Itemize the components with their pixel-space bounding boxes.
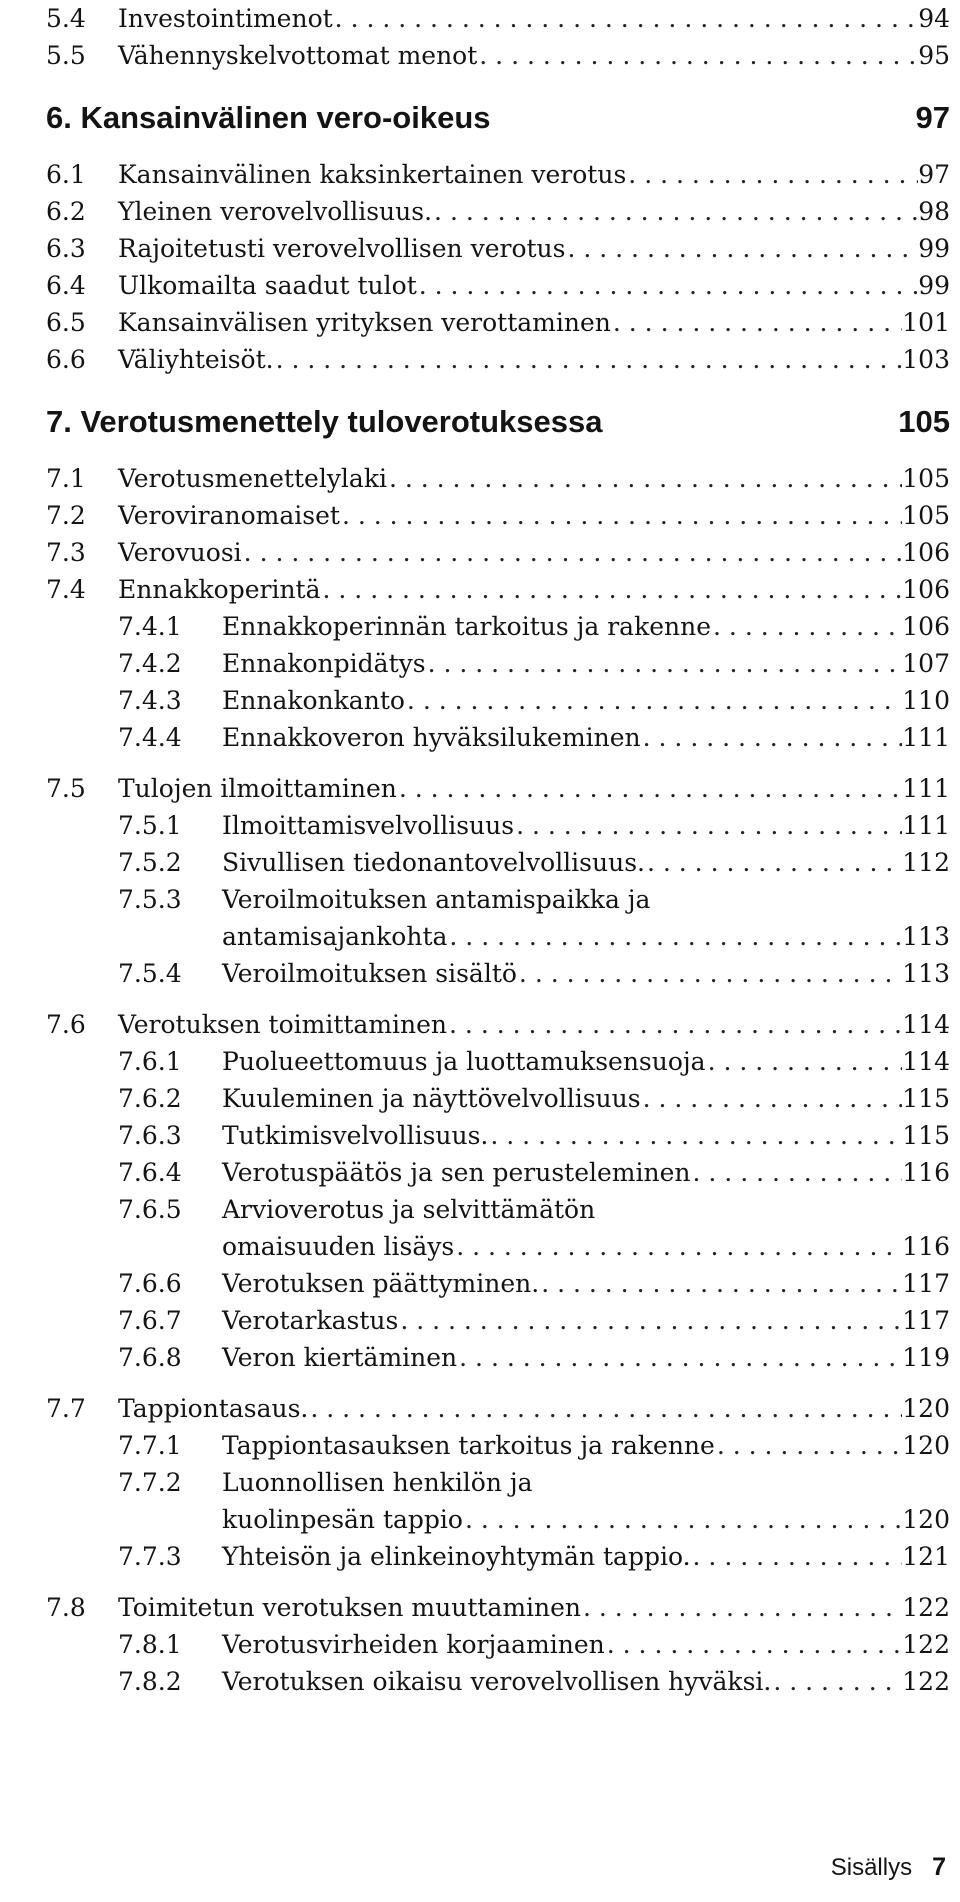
toc-entry-page: 103	[902, 345, 950, 374]
toc-entry-number: 7.4.4	[118, 723, 182, 752]
toc-entry-title: Luonnollisen henkilön ja	[222, 1468, 533, 1497]
toc-entry-page: 105	[902, 464, 950, 493]
toc-entry-number: 7.4.3	[118, 686, 182, 715]
toc-entry-number: 7.6.1	[118, 1047, 182, 1076]
toc-entry-title: Toimitetun verotuksen muuttaminen	[118, 1593, 582, 1622]
toc-entry-page: 101	[902, 308, 950, 337]
toc-entry-title: Yleinen verovelvollisuus.	[118, 197, 433, 226]
toc-entry-title: Arvioverotus ja selvittämätön	[222, 1195, 596, 1224]
chapter-heading	[46, 402, 950, 442]
leader-dots	[477, 37, 918, 74]
leader-dots	[387, 460, 902, 497]
toc-entry	[46, 608, 950, 645]
page-footer	[831, 1853, 946, 1882]
toc-entry-title: Sivullisen tiedonantovelvollisuus.	[222, 848, 645, 877]
toc-entry	[46, 230, 950, 267]
toc-entry-number: 7.1	[46, 464, 86, 493]
leader-dots	[605, 1626, 903, 1663]
toc-entry-page: 114	[902, 1047, 950, 1076]
toc-entry	[46, 0, 950, 37]
toc-entry-number: 7.5.1	[118, 811, 182, 840]
toc-entry-page: 117	[902, 1306, 950, 1335]
leader-dots	[457, 1339, 902, 1376]
toc-entry-number: 6.6	[46, 345, 86, 374]
toc-entry-number: 6.5	[46, 308, 86, 337]
leader-dots	[454, 1228, 902, 1265]
toc-entry-page: 95	[918, 41, 950, 70]
toc-entry-title: Ulkomailta saadut tulot	[118, 271, 417, 300]
toc-entry-number: 7.7.2	[118, 1468, 182, 1497]
toc-entry	[46, 571, 950, 608]
toc-entry-number: 5.4	[46, 4, 86, 33]
toc-entry-number: 6.2	[46, 197, 86, 226]
leader-dots	[242, 534, 903, 571]
toc-entry	[46, 844, 950, 881]
toc-entry-title: Verotuksen oikaisu verovelvollisen hyväksi.	[222, 1667, 772, 1696]
toc-entry-title: Verotusmenettelylaki	[118, 464, 387, 493]
toc-entry-title: Veroilmoituksen antamispaikka ja	[222, 885, 651, 914]
toc-entry-title: Puolueettomuus ja luottamuksensuoja	[222, 1047, 706, 1076]
leader-dots	[405, 682, 902, 719]
toc-entry-number: 7.8.1	[118, 1630, 182, 1659]
toc-entry-title: Rajoitetusti verovelvollisen verotus	[118, 234, 566, 263]
toc-entry-page: 122	[902, 1630, 950, 1659]
section-gap	[46, 756, 950, 770]
leader-dots	[488, 1117, 902, 1154]
toc-entry-page: 117	[902, 1269, 950, 1298]
chapter-heading	[46, 98, 950, 138]
leader-dots	[398, 1302, 902, 1339]
toc-entry	[46, 1265, 950, 1302]
toc-entry	[46, 807, 950, 844]
toc-entry-page: 105	[902, 501, 950, 530]
toc-entry-number: 6.3	[46, 234, 86, 263]
toc-entry-title: Veroilmoituksen sisältö	[222, 959, 517, 988]
toc-entry	[46, 460, 950, 497]
toc-entry-number: 7.6.2	[118, 1084, 182, 1113]
leader-dots	[565, 230, 918, 267]
toc-entry-continuation	[46, 918, 950, 955]
toc-entry-title: Kansainvälisen yrityksen verottaminen	[118, 308, 611, 337]
toc-entry-number: 7.8	[46, 1593, 86, 1622]
toc-entry	[46, 955, 950, 992]
toc-entry	[46, 645, 950, 682]
toc-entry-page: 114	[902, 1010, 950, 1039]
toc-entry-title: Ennakkoveron hyväksilukeminen	[222, 723, 641, 752]
toc-entry-page: 106	[902, 612, 950, 641]
toc-entry-title: Verotarkastus	[222, 1306, 399, 1335]
toc-entry-number: 7.8.2	[118, 1667, 182, 1696]
toc-entry	[46, 1626, 950, 1663]
section-gap	[46, 992, 950, 1006]
toc-entry-page: 122	[902, 1667, 950, 1696]
toc-entry-page: 115	[902, 1121, 950, 1150]
toc-entry-title: Tutkimisvelvollisuus.	[222, 1121, 489, 1150]
toc-entry	[46, 1043, 950, 1080]
toc-entry	[46, 881, 950, 918]
toc-entry	[46, 267, 950, 304]
chapter-title: 6. Kansainvälinen vero-oikeus	[46, 100, 491, 135]
toc-entry	[46, 341, 950, 378]
toc-entry-title: Tappiontasaus.	[118, 1394, 309, 1423]
toc-entry-title: Investointimenot	[118, 4, 333, 33]
toc-entry-number: 6.1	[46, 160, 86, 189]
toc-entry	[46, 193, 950, 230]
leader-dots	[706, 1043, 903, 1080]
table-of-contents	[46, 0, 950, 1700]
toc-entry-page: 111	[902, 723, 950, 752]
toc-entry	[46, 1464, 950, 1501]
toc-entry	[46, 497, 950, 534]
toc-entry	[46, 1427, 950, 1464]
toc-entry-number: 7.6.8	[118, 1343, 182, 1372]
leader-dots	[447, 918, 902, 955]
toc-entry-number: 6.4	[46, 271, 86, 300]
toc-entry-page: 122	[902, 1593, 950, 1622]
leader-dots	[539, 1265, 902, 1302]
toc-entry	[46, 1006, 950, 1043]
leader-dots	[417, 267, 918, 304]
toc-entry-page: 97	[918, 160, 950, 189]
section-gap	[46, 1575, 950, 1589]
toc-entry-number: 7.6.7	[118, 1306, 182, 1335]
toc-entry-page: 113	[902, 959, 950, 988]
chapter-title: 7. Verotusmenettely tuloverotuksessa	[46, 404, 603, 439]
leader-dots	[397, 770, 902, 807]
leader-dots	[308, 1390, 902, 1427]
toc-entry-page: 99	[918, 271, 950, 300]
toc-entry-page: 116	[902, 1158, 950, 1187]
toc-entry-number: 7.5.2	[118, 848, 182, 877]
leader-dots	[715, 1427, 902, 1464]
toc-entry	[46, 1589, 950, 1626]
toc-entry-title: Tappiontasauksen tarkoitus ja rakenne	[222, 1431, 715, 1460]
toc-entry	[46, 770, 950, 807]
toc-entry-title: Ennakonpidätys	[222, 649, 426, 678]
toc-entry-page: 110	[902, 686, 950, 715]
toc-entry-title: Verovuosi	[118, 538, 242, 567]
leader-dots	[517, 955, 902, 992]
toc-entry	[46, 1080, 950, 1117]
toc-entry-title: Ilmoittamisvelvollisuus	[222, 811, 515, 840]
toc-entry-title: Tulojen ilmoittaminen	[118, 774, 397, 803]
toc-entry-page: 111	[902, 811, 950, 840]
toc-entry	[46, 1191, 950, 1228]
toc-entry	[46, 719, 950, 756]
toc-entry-number: 5.5	[46, 41, 86, 70]
toc-entry-title: Verotuksen päättyminen.	[222, 1269, 540, 1298]
toc-entry-page: 98	[918, 197, 950, 226]
toc-entry-number: 7.4.1	[118, 612, 182, 641]
leader-dots	[426, 645, 903, 682]
leader-dots	[333, 0, 919, 37]
toc-entry-page: 106	[902, 538, 950, 567]
leader-dots	[581, 1589, 902, 1626]
leader-dots	[463, 1501, 902, 1538]
toc-entry-number: 7.6.6	[118, 1269, 182, 1298]
toc-entry-page: 113	[902, 922, 950, 951]
toc-entry-page: 107	[902, 649, 950, 678]
toc-entry-title: Verotuksen toimittaminen	[118, 1010, 448, 1039]
toc-entry-number: 7.7.1	[118, 1431, 182, 1460]
toc-entry-number: 7.7	[46, 1394, 86, 1423]
toc-entry-number: 7.4	[46, 575, 86, 604]
toc-entry-page: 119	[902, 1343, 950, 1372]
toc-entry-page: 106	[902, 575, 950, 604]
toc-entry-number: 7.7.3	[118, 1542, 182, 1571]
leader-dots	[432, 193, 918, 230]
toc-entry-number: 7.6.3	[118, 1121, 182, 1150]
leader-dots	[274, 341, 903, 378]
toc-entry-page: 111	[902, 774, 950, 803]
toc-entry-title: Verotusvirheiden korjaaminen	[222, 1630, 605, 1659]
toc-entry	[46, 1390, 950, 1427]
toc-entry-title: Vähennyskelvottomat menot	[118, 41, 478, 70]
toc-entry	[46, 156, 950, 193]
toc-entry-number: 7.5.4	[118, 959, 182, 988]
toc-entry	[46, 1302, 950, 1339]
leader-dots	[691, 1538, 903, 1575]
toc-entry-page: 99	[918, 234, 950, 263]
toc-entry-page: 120	[902, 1394, 950, 1423]
toc-entry	[46, 1339, 950, 1376]
toc-entry-number: 7.6.4	[118, 1158, 182, 1187]
toc-entry-title: Kuuleminen ja näyttövelvollisuus	[222, 1084, 641, 1113]
toc-entry	[46, 1538, 950, 1575]
toc-entry-page: 94	[918, 4, 950, 33]
toc-entry	[46, 682, 950, 719]
chapter-page: 97	[915, 100, 950, 135]
toc-entry-title: kuolinpesän tappio	[222, 1505, 463, 1534]
toc-entry	[46, 1117, 950, 1154]
toc-entry-number: 7.5	[46, 774, 86, 803]
toc-entry-title: Ennakonkanto	[222, 686, 405, 715]
leader-dots	[626, 156, 918, 193]
toc-entry-page: 120	[902, 1505, 950, 1534]
toc-entry	[46, 37, 950, 74]
toc-entry-title: omaisuuden lisäys	[222, 1232, 455, 1261]
footer-page-number: 7	[932, 1853, 946, 1881]
leader-dots	[711, 608, 902, 645]
leader-dots	[447, 1006, 902, 1043]
leader-dots	[771, 1663, 902, 1700]
chapter-page: 105	[898, 404, 950, 439]
toc-entry-page: 121	[902, 1542, 950, 1571]
toc-entry-title: Ennakkoperintä	[118, 575, 321, 604]
toc-entry	[46, 304, 950, 341]
leader-dots	[514, 807, 902, 844]
toc-entry-title: Veron kiertäminen	[222, 1343, 458, 1372]
toc-entry-number: 7.6.5	[118, 1195, 182, 1224]
toc-entry-number: 7.4.2	[118, 649, 182, 678]
leader-dots	[641, 719, 903, 756]
toc-entry-number: 7.5.3	[118, 885, 182, 914]
toc-entry-continuation	[46, 1228, 950, 1265]
toc-entry-continuation	[46, 1501, 950, 1538]
toc-entry	[46, 1663, 950, 1700]
section-gap	[46, 1376, 950, 1390]
toc-entry-number: 7.6	[46, 1010, 86, 1039]
leader-dots	[340, 497, 902, 534]
toc-entry-page: 120	[902, 1431, 950, 1460]
leader-dots	[611, 304, 902, 341]
leader-dots	[691, 1154, 903, 1191]
toc-entry-page: 116	[902, 1232, 950, 1261]
toc-entry-page: 112	[902, 848, 950, 877]
toc-entry-page: 115	[902, 1084, 950, 1113]
toc-entry	[46, 1154, 950, 1191]
leader-dots	[645, 844, 902, 881]
footer-section-label: Sisällys	[830, 1854, 913, 1881]
toc-entry-title: Väliyhteisöt.	[118, 345, 274, 374]
toc-entry-title: Veroviranomaiset	[118, 501, 340, 530]
toc-entry	[46, 534, 950, 571]
toc-entry-title: antamisajankohta	[222, 922, 448, 951]
toc-entry-number: 7.2	[46, 501, 86, 530]
toc-entry-title: Yhteisön ja elinkeinoyhtymän tappio.	[222, 1542, 691, 1571]
leader-dots	[321, 571, 903, 608]
leader-dots	[641, 1080, 903, 1117]
toc-entry-title: Kansainvälinen kaksinkertainen verotus	[118, 160, 627, 189]
toc-entry-number: 7.3	[46, 538, 86, 567]
toc-entry-title: Ennakkoperinnän tarkoitus ja rakenne	[222, 612, 712, 641]
toc-entry-title: Verotuspäätös ja sen perusteleminen	[222, 1158, 691, 1187]
